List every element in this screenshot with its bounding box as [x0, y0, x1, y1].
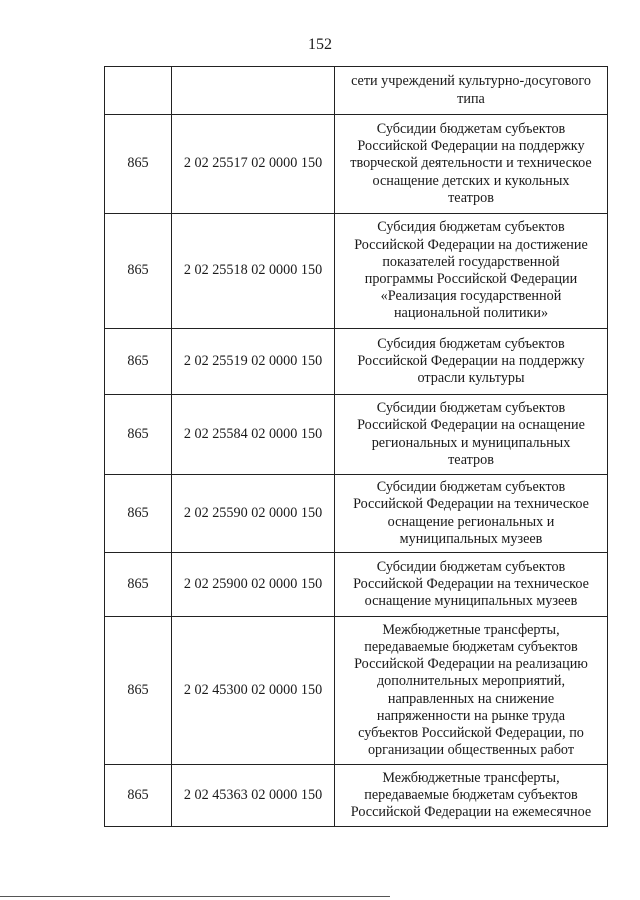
admin-code-cell: 865 [105, 475, 172, 553]
income-name-cell [335, 553, 608, 617]
income-name-line: передаваемые бюджетам субъектов [364, 638, 578, 655]
admin-code-cell: 865 [105, 115, 172, 214]
budget-code-cell: 2 02 25519 02 0000 150 [172, 329, 335, 395]
admin-code-cell [105, 67, 172, 115]
income-name-line: театров [448, 451, 494, 468]
income-name-line: Российской Федерации на поддержку [357, 352, 585, 369]
income-name-line: Субсидии бюджетам субъектов [376, 400, 566, 417]
income-name-line: типа [457, 90, 485, 107]
income-name-line: напряженности на рынке труда [376, 707, 566, 724]
income-name-line: муниципальных музеев [399, 530, 543, 547]
budget-code-cell: 2 02 25517 02 0000 150 [172, 115, 335, 214]
income-name-line: Российской Федерации на техническое [353, 575, 589, 592]
income-name-cell [335, 329, 608, 395]
income-name-line: программы Российской Федерации [364, 271, 578, 287]
budget-code-cell [172, 67, 335, 115]
income-name-line: показателей государственной [382, 253, 560, 270]
admin-code-cell: 865 [105, 329, 172, 395]
table-row [105, 765, 608, 827]
income-name-line: театров [448, 189, 494, 206]
admin-code-cell: 865 [105, 765, 172, 827]
admin-code-cell: 865 [105, 395, 172, 475]
income-name-line: Межбюджетные трансферты, [382, 769, 560, 786]
table-row [105, 553, 608, 617]
income-name-line: Субсидии бюджетам субъектов [376, 120, 566, 137]
income-name-cell [335, 475, 608, 553]
income-name-cell [335, 617, 608, 765]
income-name-line: направленных на снижение [387, 690, 555, 707]
income-name-line: субъектов Российской Федерации, по [358, 724, 584, 741]
budget-code-cell: 2 02 25900 02 0000 150 [172, 553, 335, 617]
income-name-line: Российской Федерации на поддержку [357, 138, 585, 155]
revenue-codes-table [104, 66, 608, 827]
income-name-cell [335, 214, 608, 329]
page-bottom-rule [0, 896, 390, 897]
income-name-line: оснащение муниципальных музеев [364, 593, 578, 610]
table-row [105, 395, 608, 475]
income-name-cell [335, 395, 608, 475]
income-name-line: Субсидии бюджетам субъектов [376, 479, 566, 496]
table-row [105, 329, 608, 395]
income-name-line: творческой деятельности и техническое [350, 155, 592, 172]
income-name-line: организации общественных работ [367, 742, 575, 759]
income-name-line: передаваемые бюджетам субъектов [364, 786, 578, 803]
budget-code-cell: 2 02 25590 02 0000 150 [172, 475, 335, 553]
income-name-cell [335, 67, 608, 115]
income-name-cell [335, 115, 608, 214]
admin-code-cell: 865 [105, 214, 172, 329]
income-name-line: национальной политики» [393, 305, 549, 322]
income-name-line: Российской Федерации на техническое [353, 496, 589, 513]
admin-code-cell: 865 [105, 617, 172, 765]
income-name-line: дополнительных мероприятий, [376, 673, 566, 690]
budget-code-cell: 2 02 45300 02 0000 150 [172, 617, 335, 765]
income-name-line: региональных и муниципальных [371, 434, 571, 451]
income-name-line: Субсидии бюджетам субъектов [376, 558, 566, 575]
budget-code-cell: 2 02 25518 02 0000 150 [172, 214, 335, 329]
income-name-line: Субсидия бюджетам субъектов [377, 219, 565, 236]
income-name-line: сети учреждений культурно-досугового [351, 73, 591, 90]
table-row [105, 617, 608, 765]
table-row [105, 214, 608, 329]
income-name-line: Российской Федерации на реализацию [354, 656, 588, 673]
income-name-line: Российской Федерации на достижение [354, 236, 588, 253]
table-row [105, 115, 608, 214]
income-name-line: Российской Федерации на оснащение [357, 417, 585, 434]
income-name-line: оснащение детских и кукольных [372, 172, 570, 189]
budget-code-cell: 2 02 25584 02 0000 150 [172, 395, 335, 475]
income-name-line: «Реализация государственной [380, 288, 562, 305]
table-row [105, 475, 608, 553]
income-name-cell [335, 765, 608, 827]
income-name-line: оснащение региональных и [387, 513, 555, 530]
income-name-line: Российской Федерации на ежемесячное [350, 804, 592, 821]
income-name-line: Межбюджетные трансферты, [382, 621, 560, 638]
page-number: 152 [308, 36, 332, 53]
income-name-line: отрасли культуры [417, 370, 525, 387]
table-row [105, 67, 608, 115]
budget-code-cell: 2 02 45363 02 0000 150 [172, 765, 335, 827]
admin-code-cell: 865 [105, 553, 172, 617]
income-name-line: Субсидия бюджетам субъектов [377, 335, 565, 352]
